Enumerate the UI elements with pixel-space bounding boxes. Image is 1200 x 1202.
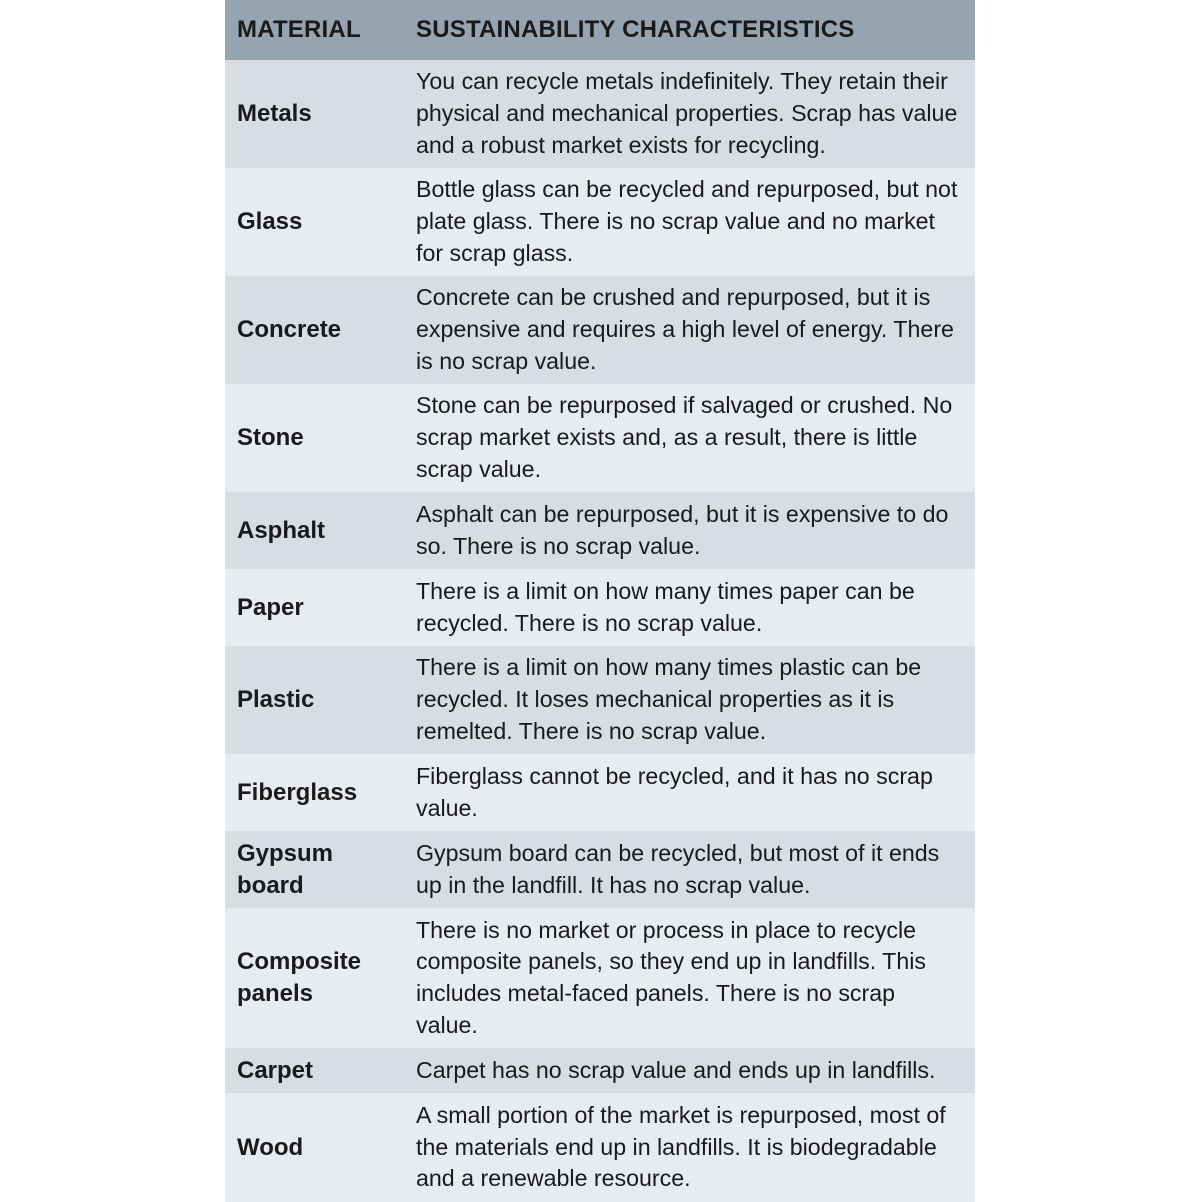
characteristics-cell: There is no market or process in place to recycle composite panels, so they end up in landfills. This includes metal-faced panels. There is no scrap value. [416, 916, 926, 1038]
material-cell: Concrete [237, 316, 342, 344]
characteristics-cell: You can recycle metals indefinitely. They retain their physical and mechanical properties. Scrap has value and a robust market exists for recycling. [416, 68, 958, 158]
characteristics-cell: There is a limit on how many times paper can be recycled. There is no scrap value. [416, 577, 915, 636]
header-characteristics: SUSTAINABILITY CHARACTERISTICS [416, 16, 855, 43]
characteristics-cell: Fiberglass cannot be recycled, and it has no scrap value. [416, 762, 933, 821]
characteristics-cell: A small portion of the market is repurposed, most of the materials end up in landfills. It is biodegradable and a renewable resource. [416, 1101, 946, 1192]
material-cell: Fiberglass [237, 778, 358, 806]
characteristics-cell: Carpet has no scrap value and ends up in landfills. [416, 1056, 936, 1083]
characteristics-cell: Asphalt can be repurposed, but it is expensive to do so. There is no scrap value. [416, 500, 949, 559]
header-material: MATERIAL [237, 16, 361, 43]
table-header [225, 0, 975, 60]
material-cell: Wood [237, 1133, 304, 1161]
material-cell: Plastic [237, 686, 315, 714]
characteristics-cell: There is a limit on how many times plastic can be recycled. It loses mechanical properties as it is remelted. There is no scrap value. [416, 654, 922, 744]
material-cell: Glass [237, 208, 303, 236]
material-cell: Carpet [237, 1056, 314, 1084]
table-row [225, 168, 975, 276]
characteristics-cell: Stone can be repurposed if salvaged or crushed. No scrap market exists and, as a result, there is little scrap value. [416, 392, 953, 482]
material-cell: Stone [237, 424, 304, 452]
material-cell: Gypsum board [237, 839, 334, 899]
material-cell: Composite panels [237, 948, 362, 1007]
table-row [225, 1093, 975, 1202]
characteristics-cell: Gypsum board can be recycled, but most of it ends up in the landfill. It has no scrap value. [416, 839, 940, 898]
table-row [225, 492, 975, 569]
characteristics-cell: Concrete can be crushed and repurposed, but it is expensive and requires a high level of energy. There is no scrap value. [416, 284, 954, 374]
table-row [225, 831, 975, 908]
table-row [225, 384, 975, 492]
table-row [225, 60, 975, 168]
table-row [225, 908, 975, 1048]
table-row [225, 1048, 975, 1093]
materials-table [225, 0, 975, 1200]
table-row [225, 276, 975, 384]
material-cell: Metals [237, 100, 312, 128]
table-row [225, 646, 975, 754]
table-row [225, 754, 975, 831]
table-row [225, 569, 975, 646]
characteristics-cell: Bottle glass can be recycled and repurposed, but not plate glass. There is no scrap value and no market for scrap glass. [416, 176, 958, 266]
material-cell: Paper [237, 593, 304, 621]
material-cell: Asphalt [237, 516, 326, 544]
